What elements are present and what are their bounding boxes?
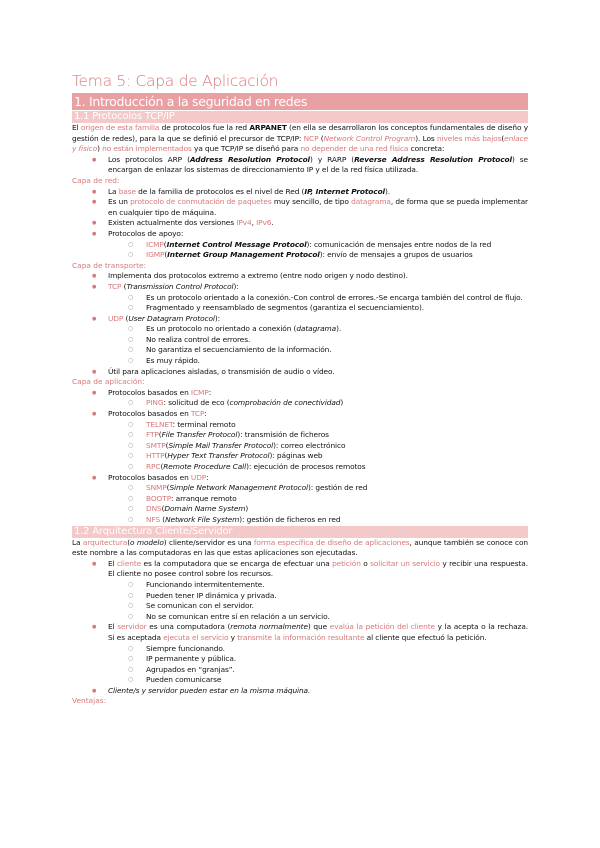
capa-transporte-list <box>72 271 528 377</box>
list-item: ○ IP permanente y pública. <box>72 654 528 665</box>
list-item: ● Los protocolos ARP (Address Resolution Protocol) y RARP (Reverse Address Resolution Protocol) se encargan de enlazar los sistemas de direccionamiento IP y el de la red física utilizada. <box>72 155 528 176</box>
list-item: ○ Pueden comunicarse <box>72 675 528 686</box>
list-item: ○ Pueden tener IP dinámica y privada. <box>72 591 528 602</box>
list-item: ○ Agrupados en “granjas”. <box>72 665 528 676</box>
list-item: ○ DNS(Domain Name System) <box>72 504 528 515</box>
list-item: ○ BOOTP: arranque remoto <box>72 494 528 505</box>
list-item: ○ Es un protocolo no orientado a conexión (datagrama). <box>72 324 528 335</box>
list-item: ○ FTP(File Transfer Protocol): transmisión de ficheros <box>72 430 528 441</box>
list-item: ○ No realiza control de errores. <box>72 335 528 346</box>
list-item: ○ No se comunican entre sí en relación a un servicio. <box>72 612 528 623</box>
list-item: ○ Siempre funcionando. <box>72 644 528 655</box>
list-item: ○ PING: solicitud de eco (comprobación de conectividad) <box>72 398 528 409</box>
list-item: ● Protocolos basados en TCP: <box>72 409 528 420</box>
list-item: ○ No garantiza el secuenciamiento de la información. <box>72 345 528 356</box>
cliente-servidor-list <box>72 559 528 697</box>
section-heading-1: 1. Introducción a la seguridad en redes <box>72 93 528 110</box>
list-item: ● Protocolos basados en UDP: <box>72 473 528 484</box>
list-item: ○ ICMP(Internet Control Message Protocol): comunicación de mensajes entre nodos de la red <box>72 240 528 251</box>
list-item: ○ SMTP(Simple Mail Transfer Protocol): correo electrónico <box>72 441 528 452</box>
capa-aplicacion-label: Capa de aplicación: <box>72 377 145 387</box>
arquitectura-paragraph: La arquitectura(o modelo) cliente/servidor es una forma específica de diseño de aplicaciones, aunque también se conoce con este nombre a las computadoras en las que estas aplicaciones son ejecutadas. <box>72 537 528 558</box>
list-item: ○ Funcionando intermitentemente. <box>72 580 528 591</box>
list-item: ○ SNMP(Simple Network Management Protocol): gestión de red <box>72 483 528 494</box>
list-item: ○ IGMP(Internet Group Management Protocol): envío de mensajes a grupos de usuarios <box>72 250 528 261</box>
document-page <box>72 72 528 707</box>
list-item: ● La base de la familia de protocolos es el nivel de Red (IP, Internet Protocol). <box>72 187 528 198</box>
list-item: ● El cliente es la computadora que se encarga de efectuar una petición o solicitar un servicio y recibir una respuesta. El cliente no posee control sobre los recursos. <box>72 559 528 580</box>
list-item: ○ Es un protocolo orientado a la conexión.-Con control de errores.-Se encarga también del control de flujo. <box>72 293 528 304</box>
list-item: ● Cliente/s y servidor pueden estar en la misma máquina. <box>72 686 528 697</box>
capa-red-list <box>72 187 528 261</box>
list-item: ● Es un protocolo de conmutación de paquetes muy sencillo, de tipo datagrama, de forma que se pueda implementar en cualquier tipo de máquina. <box>72 197 528 218</box>
list-item: ○ NFS (Network File System): gestión de ficheros en red <box>72 515 528 526</box>
list-item: ● Existen actualmente dos versiones IPv4, IPv6. <box>72 218 528 229</box>
list-item: ○ HTTP(Hyper Text Transfer Protocol): páginas web <box>72 451 528 462</box>
list-item: ○ Es muy rápido. <box>72 356 528 367</box>
intro-paragraph: El origen de esta familia de protocolos fue la red ARPANET (en ella se desarrollaron los conceptos fundamentales de diseño y gestión de redes), para la que se definió el precursor de TCP/IP: NCP (Network Control Program). Los niveles más bajos(enlace y físico) no están implementados ya que TCP/IP se diseñó para no depender de una red física concreta: <box>72 123 528 154</box>
subsection-heading-1-1: 1.1 Protocolos TCP/IP <box>72 111 528 123</box>
capa-red-label: Capa de red: <box>72 175 120 185</box>
list-item: ● Implementa dos protocolos extremo a extremo (entre nodo origen y nodo destino). <box>72 271 528 282</box>
list-item: ● Útil para aplicaciones aisladas, o transmisión de audio o vídeo. <box>72 367 528 378</box>
list-item: ○ RPC(Remote Procedure Call): ejecución de procesos remotos <box>72 462 528 473</box>
ventajas-label: Ventajas: <box>72 696 107 706</box>
capa-aplicacion-list <box>72 388 528 526</box>
page-title: Tema 5: Capa de Aplicación <box>72 72 279 90</box>
list-item: ● TCP (Transmission Control Protocol): <box>72 282 528 293</box>
list-item: ○ Fragmentado y reensamblado de segmentos (garantiza el secuenciamiento). <box>72 303 528 314</box>
list-item: ● El servidor es una computadora (remota normalmente) que evalúa la petición del cliente y la acepta o la rechaza. Si es aceptada ejecuta el servicio y transmite la información resultante al cliente que efectuó la petición. <box>72 622 528 643</box>
arp-list <box>72 155 528 176</box>
list-item: ● Protocolos de apoyo: <box>72 229 528 240</box>
list-item: ● Protocolos basados en ICMP: <box>72 388 528 399</box>
list-item: ● UDP (User Datagram Protocol): <box>72 314 528 325</box>
capa-transporte-label: Capa de transporte: <box>72 260 147 270</box>
list-item: ○ Se comunican con el servidor. <box>72 601 528 612</box>
subsection-heading-1-2: 1.2 Arquitectura Cliente/Servidor <box>72 526 528 538</box>
list-item: ○ TELNET: terminal remoto <box>72 420 528 431</box>
